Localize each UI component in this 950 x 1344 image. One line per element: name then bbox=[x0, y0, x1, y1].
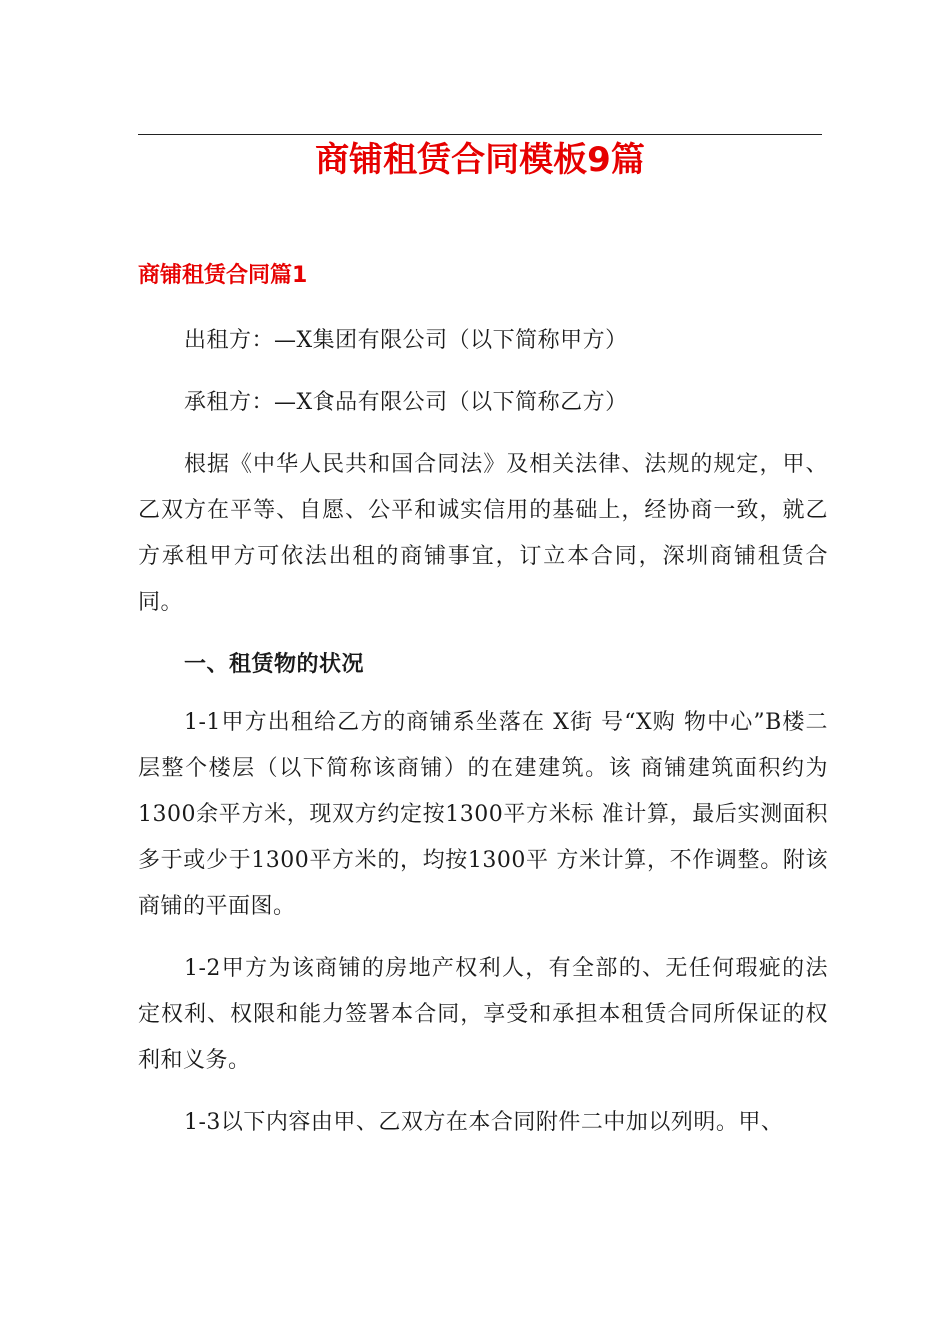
preamble-paragraph: 根据《中华人民共和国合同法》及相关法律、法规的规定，甲、乙双方在平等、自愿、公平和诚实信用的基础上，经协商一致，就乙方承租甲方可依法出租的商铺事宜，订立本合同，深圳商铺租赁合同。 bbox=[138, 452, 828, 615]
lessee-line: 承租方：—X食品有限公司（以下简称乙方） bbox=[184, 390, 628, 415]
document-body bbox=[138, 318, 828, 1162]
document-title: 商铺租赁合同模板9篇 bbox=[315, 140, 645, 180]
clause-heading: 一、租赁物的状况 bbox=[184, 652, 365, 677]
title-top-rule bbox=[138, 134, 822, 135]
clause-1-2: 1-2甲方为该商铺的房地产权利人，有全部的、无任何瑕疵的法定权利、权限和能力签署本合同，享受和承担本租赁合同所保证的权利和义务。 bbox=[138, 956, 828, 1073]
clause-1-1: 1-1甲方出租给乙方的商铺系坐落在 X街 号“X购 物中心”B楼二层整个楼层（以下简称该商铺）的在建建筑。该 商铺建筑面积约为1300余平方米，现双方约定按1300平方米标 准计算，最后实测面积多于或少于1300平方米的，均按1300平 方米计算，不作调整。附该商铺的平面图。 bbox=[138, 710, 828, 919]
lessor-line: 出租方：—X集团有限公司（以下简称甲方） bbox=[184, 328, 628, 353]
section-title: 商铺租赁合同篇1 bbox=[138, 263, 308, 288]
clause-1-3: 1-3以下内容由甲、乙双方在本合同附件二中加以列明。甲、 bbox=[184, 1110, 784, 1135]
